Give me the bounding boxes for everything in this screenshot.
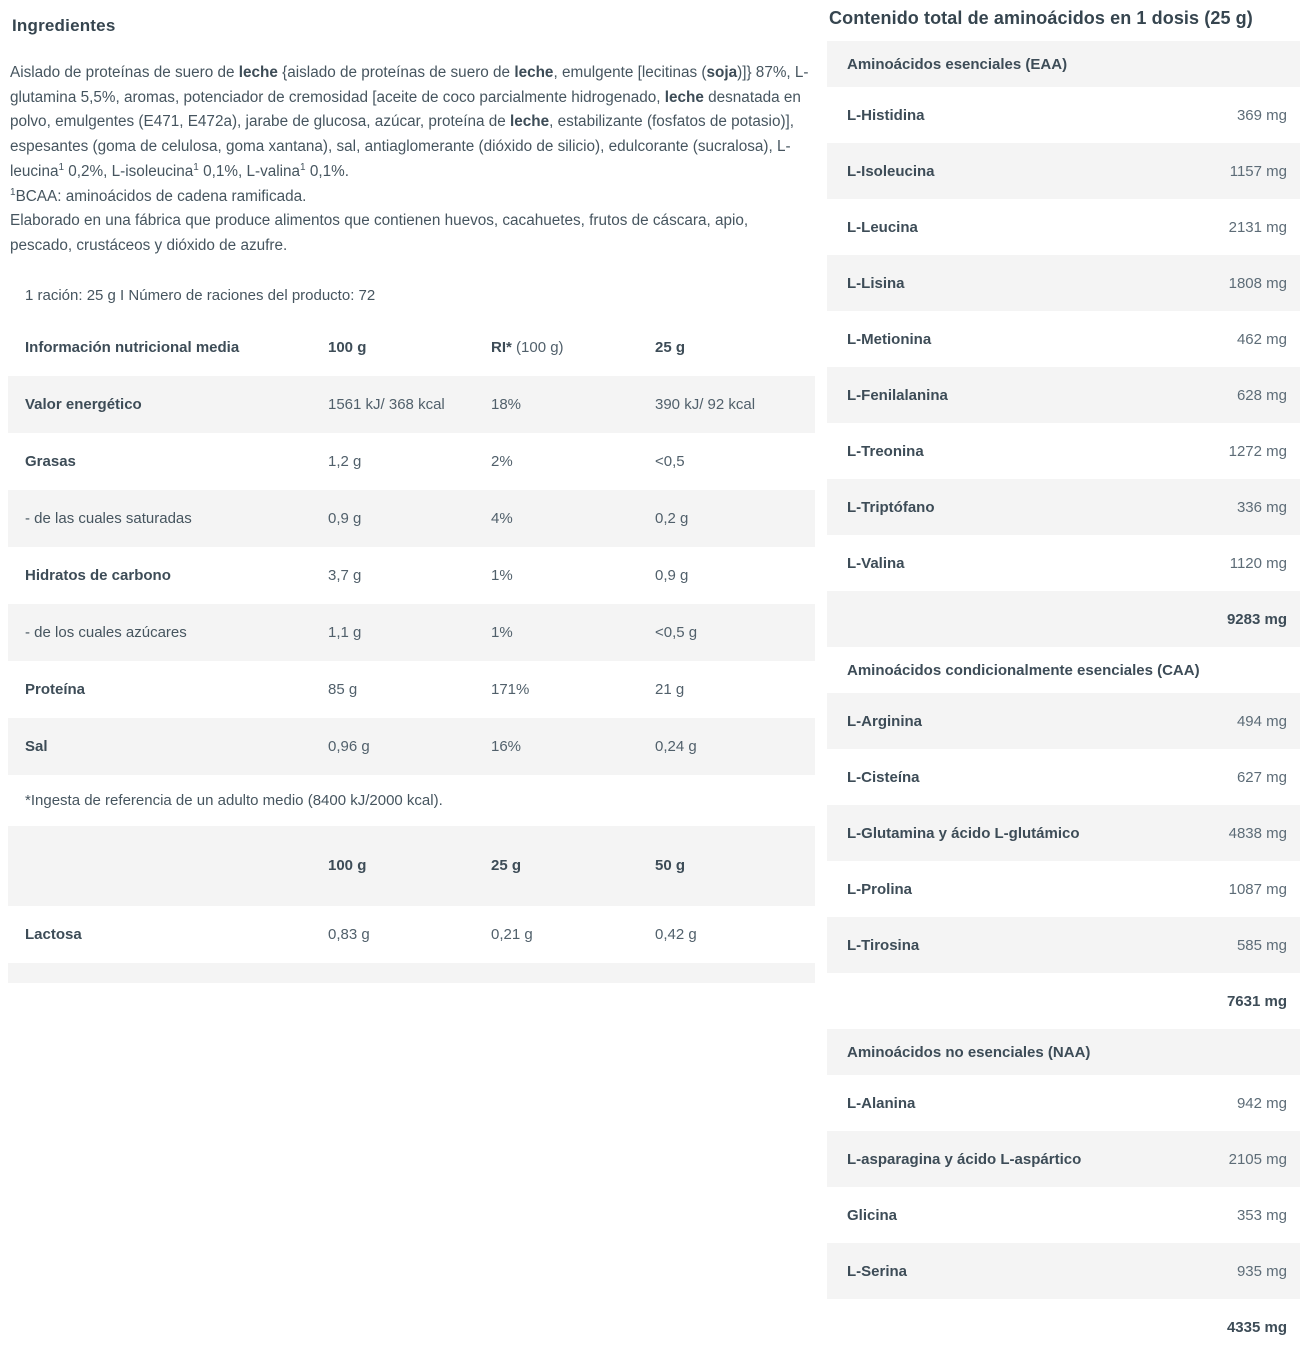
amino-row [827, 255, 1300, 311]
amino-label: L-Cisteína [847, 768, 920, 786]
amino-label: L-Glutamina y ácido L-glutámico [847, 824, 1080, 842]
value-ri: 171% [491, 680, 530, 698]
amino-row [827, 311, 1300, 367]
amino-value: 585 mg [1236, 936, 1287, 954]
amino-acids-column [827, 0, 1300, 1355]
amino-value: 628 mg [1236, 386, 1287, 404]
ingredients-paragraph: Aislado de proteínas de suero de leche {aislado de proteínas de suero de leche, emulgente [lecitinas (soja)]} 87%, L-glutamina 5,5%, aromas, potenciador de cremosidad [aceite de coco parcialmente hidrogenado, leche desnatada en polvo, emulgentes (E471, E472a), jarabe de glucosa, azúcar, proteína de leche, estabilizante (fosfatos de potasio)], espesantes (goma de celulosa, goma xantana), sal, antiaglomerante (dióxido de silicio), edulcorante (sucralosa), L-leucina$^1$ 0,2%, L-isoleucina$^1$ 0,1%, L-valina$^1$ 0,1%. [10, 64, 809, 180]
amino-label: L-Fenilalanina [847, 386, 948, 404]
section-header-naa [827, 1029, 1300, 1075]
ingredients-heading: Ingredientes [12, 16, 116, 35]
reference-intake-footnote: *Ingesta de referencia de un adulto medio (8400 kJ/2000 kcal). [8, 775, 815, 826]
serving-info: 1 ración: 25 g I Número de raciones del producto: 72 [25, 286, 376, 304]
amino-acids-title: Contenido total de aminoácidos en 1 dosis (25 g) [829, 8, 1253, 28]
value-25g: 390 kJ/ 92 kcal [655, 395, 756, 413]
value-ri: 18% [491, 395, 522, 413]
amino-value: 494 mg [1236, 712, 1287, 730]
section-header-caa [827, 647, 1300, 693]
amino-label: L-Isoleucina [847, 162, 935, 180]
ri-label-detail: (100 g) [511, 338, 564, 356]
amino-value: 2105 mg [1228, 1150, 1287, 1168]
column-header-50g: 50 g [655, 857, 686, 875]
amino-row [827, 423, 1300, 479]
value-100g: 85 g [328, 680, 358, 698]
amino-row [827, 917, 1300, 973]
value-25g: <0,5 g [655, 623, 698, 641]
value-ri: 4% [491, 509, 513, 527]
amino-label: L-Treonina [847, 442, 924, 460]
section-total-value: 7631 mg [1226, 992, 1287, 1010]
amino-label: L-asparagina y ácido L-aspártico [847, 1150, 1082, 1168]
amino-row [827, 1075, 1300, 1131]
amino-value: 2131 mg [1228, 218, 1287, 236]
lactose-table [8, 826, 815, 983]
amino-row [827, 199, 1300, 255]
amino-row [827, 367, 1300, 423]
section-total-eaa [827, 591, 1300, 647]
value-100g: 3,7 g [328, 566, 362, 584]
section-total-value: 4335 mg [1226, 1318, 1287, 1336]
amino-row [827, 535, 1300, 591]
value-ri: 2% [491, 452, 513, 470]
column-header-100g: 100 g [328, 338, 367, 356]
nutrition-table [8, 319, 815, 826]
ingredients-text [10, 61, 810, 259]
amino-row [827, 87, 1300, 143]
column-header-25g: 25 g [655, 338, 686, 356]
value-100g: 0,96 g [328, 737, 370, 755]
row-label: Valor energético [25, 395, 142, 413]
value-ri: 16% [491, 737, 522, 755]
amino-row [827, 479, 1300, 535]
row-label: - de las cuales saturadas [25, 509, 192, 527]
amino-label: L-Valina [847, 554, 905, 572]
section-total-naa [827, 1299, 1300, 1355]
row-label: Hidratos de carbono [25, 566, 171, 584]
table-row-saturated-fat [8, 490, 815, 547]
column-header-ri [491, 339, 655, 356]
lactose-table-header-row [8, 826, 815, 906]
amino-label: L-Tirosina [847, 936, 920, 954]
value-ri: 1% [491, 623, 513, 641]
amino-value: 1120 mg [1229, 554, 1287, 572]
table-row-fat [8, 433, 815, 490]
amino-row [827, 693, 1300, 749]
section-header-label: Aminoácidos condicionalmente esenciales (CAA) [847, 661, 1200, 679]
table-row-salt [8, 718, 815, 775]
amino-label: L-Lisina [847, 274, 905, 292]
amino-label: L-Serina [847, 1262, 908, 1280]
amino-value: 1808 mg [1228, 274, 1287, 292]
amino-row [827, 1131, 1300, 1187]
amino-value: 942 mg [1236, 1094, 1287, 1112]
section-header-label: Aminoácidos esenciales (EAA) [847, 55, 1068, 73]
amino-value: 336 mg [1236, 498, 1287, 516]
section-total-value: 9283 mg [1226, 610, 1287, 628]
value-100g: 1561 kJ/ 368 kcal [328, 395, 445, 413]
amino-label: L-Alanina [847, 1094, 916, 1112]
amino-row [827, 749, 1300, 805]
amino-value: 369 mg [1236, 106, 1287, 124]
amino-value: 1087 mg [1228, 880, 1287, 898]
section-header-label: Aminoácidos no esenciales (NAA) [847, 1043, 1091, 1061]
table-row-sugars [8, 604, 815, 661]
section-total-caa [827, 973, 1300, 1029]
value-25g: 0,24 g [655, 737, 697, 755]
amino-label: L-Arginina [847, 712, 922, 730]
amino-row [827, 805, 1300, 861]
allergen-note: Elaborado en una fábrica que produce alimentos que contienen huevos, cacahuetes, frutos de cáscara, apio, pescado, crustáceos y dióxido de azufre. [10, 212, 749, 254]
amino-row [827, 861, 1300, 917]
amino-acids-table [827, 41, 1300, 1355]
value-50g: 0,42 g [655, 925, 697, 943]
value-100g: 1,2 g [328, 452, 362, 470]
row-label: Sal [25, 737, 48, 755]
value-25g: 0,21 g [491, 925, 533, 943]
nutrition-table-header-row [8, 319, 815, 376]
amino-value: 353 mg [1236, 1206, 1287, 1224]
value-25g: 21 g [655, 680, 685, 698]
value-100g: 0,9 g [328, 509, 362, 527]
table-row-energy [8, 376, 815, 433]
ri-label: RI* [491, 338, 512, 356]
amino-label: L-Leucina [847, 218, 918, 236]
bcaa-note: $^1$BCAA: aminoácidos de cadena ramificada. [10, 186, 307, 205]
amino-label: L-Prolina [847, 880, 913, 898]
amino-label: L-Metionina [847, 330, 932, 348]
value-100g: 0,83 g [328, 925, 370, 943]
amino-label: Glicina [847, 1206, 898, 1224]
row-label: Lactosa [25, 925, 82, 943]
table-row-lactose [8, 906, 815, 963]
column-header-25g: 25 g [491, 857, 522, 875]
value-25g: <0,5 [655, 452, 685, 470]
amino-label: L-Triptófano [847, 498, 935, 516]
table-row-carbohydrates [8, 547, 815, 604]
amino-row [827, 143, 1300, 199]
amino-value: 935 mg [1236, 1262, 1287, 1280]
amino-value: 1272 mg [1228, 442, 1287, 460]
amino-row [827, 1243, 1300, 1299]
value-100g: 1,1 g [328, 623, 362, 641]
row-label: - de los cuales azúcares [25, 623, 187, 641]
row-label: Proteína [25, 680, 86, 698]
amino-label: L-Histidina [847, 106, 925, 124]
amino-value: 462 mg [1236, 330, 1287, 348]
column-header-nutrition-info: Información nutricional media [25, 338, 240, 356]
amino-value: 627 mg [1236, 768, 1287, 786]
amino-row [827, 1187, 1300, 1243]
section-header-eaa [827, 41, 1300, 87]
value-25g: 0,2 g [655, 509, 689, 527]
amino-value: 1157 mg [1229, 162, 1287, 180]
value-25g: 0,9 g [655, 566, 689, 584]
table-row-protein [8, 661, 815, 718]
value-ri: 1% [491, 566, 513, 584]
row-label: Grasas [25, 452, 76, 470]
column-header-100g: 100 g [328, 857, 367, 875]
amino-value: 4838 mg [1228, 824, 1287, 842]
